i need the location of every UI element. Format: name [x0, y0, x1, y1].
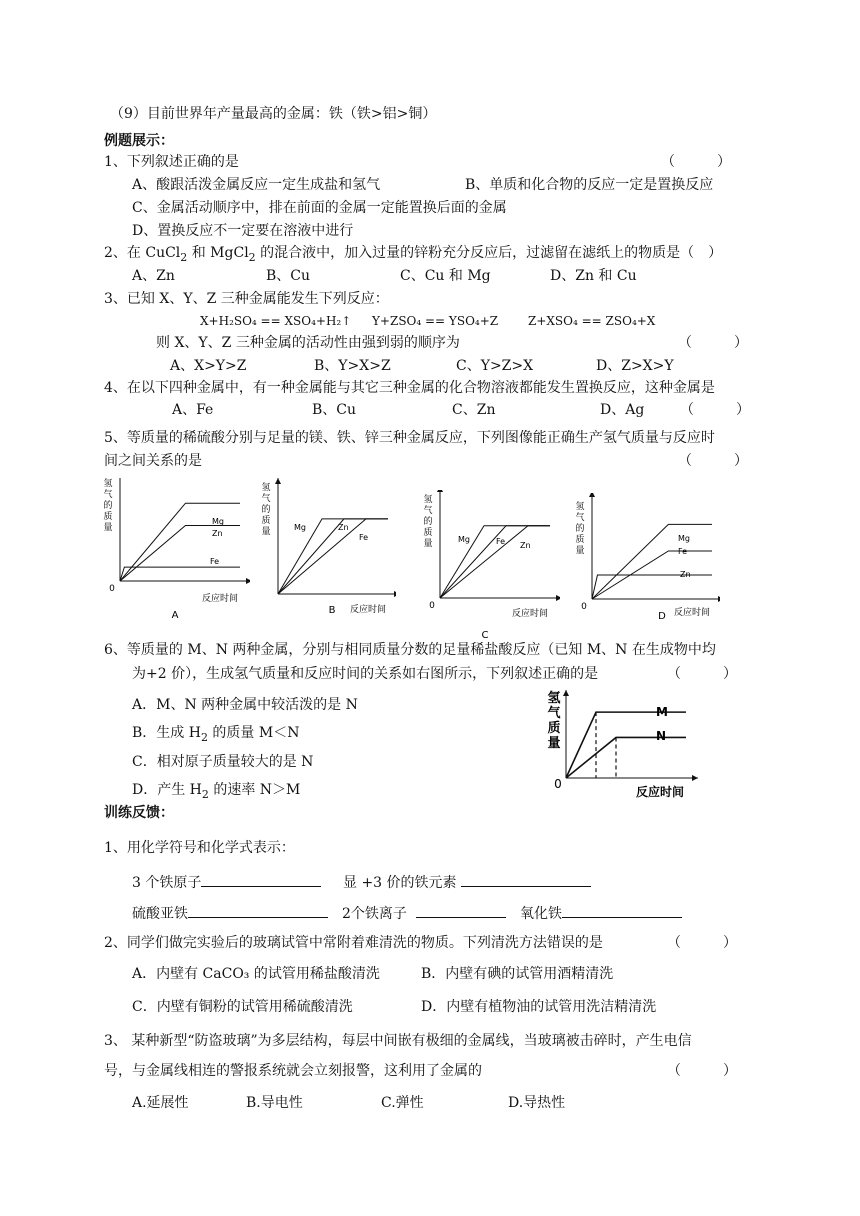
q1-option-b: B、单质和化合物的反应一定是置换反应: [465, 177, 714, 193]
y-axis-label-char: 氢: [103, 479, 113, 489]
f2-option-c: C．内壁有铜粉的试管用稀硫酸清洗: [132, 999, 353, 1015]
origin-label: 0: [109, 584, 115, 594]
x-axis-label: 反应时间: [201, 594, 238, 604]
series-label-zn: Zn: [338, 523, 349, 532]
f3-answer-paren: （ ）: [667, 1063, 737, 1079]
y-axis-label-char: 量: [575, 546, 585, 556]
q1-option-c: C、金属活动顺序中，排在前面的金属一定能置换后面的金属: [132, 200, 507, 216]
q1-stem: 1、下列叙述正确的是: [104, 154, 239, 170]
chart-d: [570, 493, 720, 626]
f3-option-d: D.导热性: [508, 1095, 566, 1111]
y-axis-label-char: 的: [423, 517, 433, 527]
top-note: （9）目前世界年产量最高的金属：铁（铁>铝>铜）: [110, 106, 437, 122]
q6-option-c: C．相对原子质量较大的是 N: [132, 754, 314, 770]
chart-caption: B: [328, 605, 336, 616]
y-axis-label-char: 气: [103, 490, 113, 500]
y-axis-label-char: 氢: [575, 502, 585, 512]
y-axis-label-char: 量: [547, 736, 561, 751]
series-label-fe: Fe: [678, 547, 688, 556]
q1-option-a: A、酸跟活泼金属反应一定生成盐和氢气: [132, 177, 381, 193]
q3-stem: 3、已知 X、Y、Z 三种金属能发生下列反应：: [104, 291, 389, 307]
q2-stem: 2、在 CuCl$_2$ 和 MgCl$_2$ 的混合液中，加入过量的锌粉充分反应后，过滤留在滤纸上的物质是（ ）: [104, 245, 723, 264]
f3-stem-line2: 号，与金属线相连的警报系统就会立刻报警，这利用了金属的: [104, 1063, 482, 1079]
chart-mn: [540, 686, 700, 802]
origin-label: 0: [429, 601, 435, 611]
series-label-fe: Fe: [496, 537, 506, 546]
x-axis-arrow: [246, 578, 250, 584]
q5-stem-line2: 间之间关系的是: [104, 453, 202, 469]
q4-answer-paren: （ ）: [680, 402, 750, 418]
series-line-mg: [440, 526, 550, 598]
q5-answer-paren: （ ）: [678, 453, 748, 469]
f1-stem: 1、用化学符号和化学式表示：: [104, 840, 295, 856]
f1-blank-e[interactable]: [562, 903, 682, 918]
y-axis-label-char: 气: [575, 513, 585, 523]
f1-item-c: 硫酸亚铁: [132, 903, 328, 924]
chart-a: [100, 478, 250, 628]
series-label-m: M: [656, 705, 668, 719]
series-label-mg: Mg: [212, 517, 224, 526]
y-axis-label-char: 质: [547, 721, 561, 736]
q2-option-d: D、Zn 和 Cu: [550, 268, 637, 284]
q3-answer-paren: （ ）: [678, 335, 748, 351]
origin-label: 0: [581, 602, 587, 612]
x-axis-label: 反应时间: [349, 605, 386, 615]
y-axis-label-char: 质: [423, 528, 433, 538]
series-line-n: [566, 737, 686, 778]
q4-option-d: D、Ag: [600, 402, 645, 418]
y-axis-label-char: 量: [423, 539, 433, 549]
q3-equation-3: Z+XSO₄ == ZSO₄+X: [528, 314, 656, 328]
q4-option-b: B、Cu: [312, 402, 357, 418]
q3-sub-stem: 则 X、Y、Z 三种金属的活动性由强到弱的顺序为: [156, 335, 460, 351]
chart-b: [256, 474, 396, 624]
f2-stem: 2、同学们做完实验后的玻璃试管中常附着难清洗的物质。下列清洗方法错误的是: [104, 935, 603, 951]
f1-item-e: 氧化铁: [520, 903, 682, 924]
x-axis-arrow: [556, 595, 560, 601]
f1-blank-c[interactable]: [188, 903, 328, 918]
series-line-m: [566, 712, 686, 778]
chart-caption: A: [171, 610, 179, 621]
series-label-zn: Zn: [520, 541, 531, 550]
q4-option-c: C、Zn: [452, 402, 496, 418]
y-axis-label-char: 氢: [547, 691, 561, 706]
x-axis-arrow: [718, 596, 720, 602]
series-line-zn: [440, 526, 550, 598]
y-axis-arrow: [589, 493, 595, 497]
y-axis-arrow: [563, 690, 569, 696]
y-axis-label-char: 量: [261, 527, 271, 537]
q1-option-d: D、置换反应不一定要在溶液中进行: [132, 223, 354, 239]
chart-caption: D: [658, 611, 666, 622]
x-axis-arrow: [692, 775, 698, 781]
f3-option-a: A.延展性: [132, 1095, 189, 1111]
y-axis-arrow: [437, 490, 443, 492]
f2-option-d: D．内壁有植物油的试管用洗洁精清洗: [421, 999, 657, 1015]
y-axis-label-char: 质: [575, 535, 585, 545]
chart-caption: C: [481, 630, 489, 640]
q6-option-d: D．产生 $H_2$ 的速率 N＞M: [132, 782, 301, 801]
f1-blank-a[interactable]: [201, 872, 321, 887]
f2-option-b: B．内壁有碘的试管用酒精清洗: [421, 966, 614, 982]
series-label-zn: Zn: [212, 529, 223, 538]
y-axis-label-char: 质: [261, 516, 271, 526]
y-axis-label-char: 的: [575, 524, 585, 534]
x-axis-arrow: [394, 591, 396, 597]
y-axis-arrow: [275, 478, 281, 484]
series-label-fe: Fe: [210, 557, 220, 566]
f3-option-c: C.弹性: [381, 1095, 424, 1111]
series-line-fe: [120, 567, 240, 581]
q3-option-c: C、Y>Z>X: [456, 358, 534, 374]
origin-label: 0: [554, 777, 562, 791]
chart-c: [420, 490, 560, 640]
q1-answer-paren: （ ）: [661, 154, 731, 170]
q3-option-a: A、X>Y>Z: [170, 358, 247, 374]
y-axis-label-char: 气: [423, 506, 433, 516]
y-axis-label-char: 氢: [423, 495, 433, 505]
y-axis-label-char: 气: [261, 494, 271, 504]
series-label-zn: Zn: [680, 570, 691, 579]
x-axis-label: 反应时间: [635, 785, 684, 799]
series-label-mg: Mg: [294, 523, 306, 532]
f2-option-a: A．内壁有 CaCO₃ 的试管用稀盐酸清洗: [132, 966, 380, 982]
f1-blank-b[interactable]: [461, 872, 591, 887]
series-line-mg: [120, 503, 240, 581]
f2-answer-paren: （ ）: [667, 935, 737, 951]
y-axis-label-char: 量: [103, 523, 113, 533]
series-label-mg: Mg: [458, 535, 470, 544]
q6-stem-line2: 为+2 价），生成氢气质量和反应时间的关系如右图所示，下列叙述正确的是: [132, 666, 599, 682]
series-line-zn: [592, 575, 712, 599]
y-axis-label-char: 的: [103, 501, 113, 511]
series-label-mg: Mg: [678, 534, 690, 543]
y-axis-label-char: 氢: [261, 483, 271, 493]
q2-option-b: B、Cu: [266, 268, 311, 284]
section-heading-feedback: 训练反馈：: [104, 805, 174, 821]
series-label-n: N: [656, 729, 667, 743]
y-axis-label-char: 质: [103, 512, 113, 522]
q3-option-b: B、Y>X>Z: [314, 358, 391, 374]
section-heading-examples: 例题展示：: [104, 133, 174, 149]
f1-blank-d[interactable]: [416, 903, 506, 918]
q3-equation-2: Y+ZSO₄ == YSO₄+Z: [372, 314, 499, 328]
x-axis-label: 反应时间: [673, 608, 710, 618]
q3-option-d: D、Z>X>Y: [596, 358, 674, 374]
f1-item-b: 显 +3 价的铁元素: [343, 872, 591, 893]
q4-stem: 4、在以下四种金属中，有一种金属能与其它三种金属的化合物溶液都能发生置换反应，这种金属是: [104, 380, 715, 396]
y-axis-label-char: 的: [261, 505, 271, 515]
x-axis-label: 反应时间: [511, 609, 548, 619]
q5-stem-line1: 5、等质量的稀硫酸分别与足量的镁、铁、锌三种金属反应，下列图像能正确生产氢气质量与反应时: [104, 430, 715, 446]
f1-item-a: 3 个铁原子: [132, 872, 321, 893]
f3-option-b: B.导电性: [246, 1095, 303, 1111]
q4-option-a: A、Fe: [172, 402, 214, 418]
q6-answer-paren: （ ）: [667, 666, 737, 682]
f1-item-d: 2个铁离子: [342, 903, 506, 924]
q6-stem-line1: 6、等质量的 M、N 两种金属，分别与相同质量分数的足量稀盐酸反应（已知 M、N 在生成物中均: [104, 642, 716, 658]
q6-option-b: B．生成 $H_2$ 的质量 M＜N: [132, 725, 300, 744]
q3-equation-1: X+H₂SO₄ == XSO₄+H₂↑: [200, 314, 352, 328]
f3-stem-line1: 3、 某种新型“防盗玻璃”为多层结构，每层中间嵌有极细的金属线，当玻璃被击碎时，产生电信: [104, 1033, 692, 1049]
q2-option-c: C、Cu 和 Mg: [400, 268, 491, 284]
q2-option-a: A、Zn: [132, 268, 175, 284]
series-line-fe: [440, 526, 550, 598]
q6-option-a: A．M、N 两种金属中较活泼的是 N: [132, 697, 358, 713]
series-label-fe: Fe: [359, 533, 369, 542]
y-axis-label-char: 气: [547, 706, 561, 721]
